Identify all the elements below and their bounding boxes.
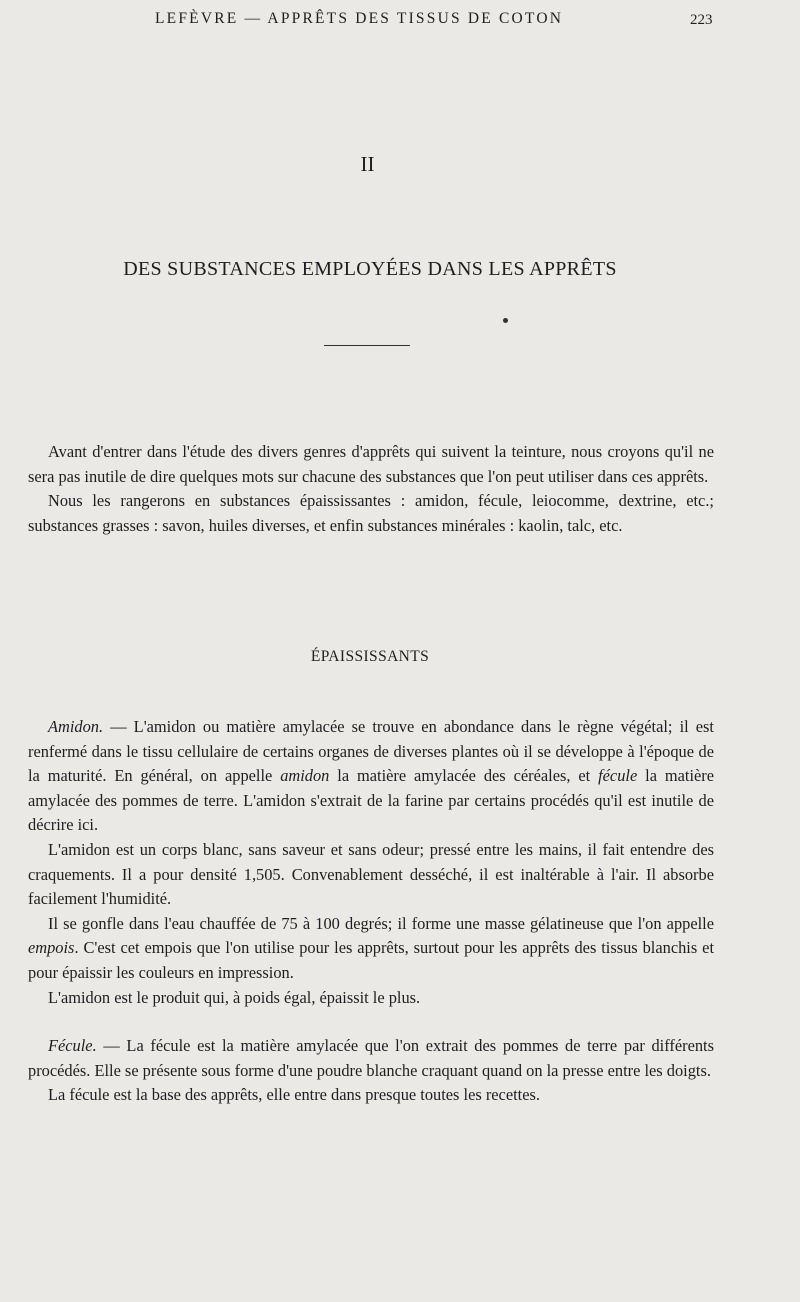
amidon-p3-part-a: Il se gonfle dans l'eau chauffée de 75 à 100 degrés; il forme une masse gélatineuse que l'on appelle: [48, 913, 714, 933]
intro-text: [28, 440, 714, 538]
ornament-dot: [503, 318, 508, 323]
amidon-paragraph-1: [28, 715, 714, 838]
amidon-paragraph-3: [28, 912, 714, 986]
fecule-paragraph-2: La fécule est la base des apprêts, elle entre dans presque toutes les recettes.: [48, 1085, 540, 1105]
amidon-paragraph-4: L'amidon est le produit qui, à poids égal, épaissit le plus.: [48, 987, 421, 1007]
amidon-paragraph-2: L'amidon est un corps blanc, sans saveur et sans odeur; pressé entre les mains, il fait entendre des craquements. Il a pour densité 1,505. Convenablement desséché, il est inaltérable à l'air. Il absorbe facilement l'humidité.: [28, 839, 714, 909]
amidon-p1-part-b: la matière amylacée des céréales, et: [329, 766, 599, 786]
intro-paragraph-2: Nous les rangerons en substances épaississantes : amidon, fécule, leiocomme, dextrine, etc.; substances grasses : savon, huiles diverses, et enfin substances minérales : kaolin, talc, etc.: [28, 491, 714, 535]
amidon-em-fecule: fécule: [598, 766, 638, 786]
running-header: [0, 10, 800, 34]
amidon-p1-part-a: — L'amidon ou matière amylacée se trouve en abondance dans le règne végétal; il est renfermé dans le tissu cellulaire de certains organes de diverses plantes où il se développe à l'époque de la maturité. En général, on appelle: [28, 717, 714, 786]
amidon-text: [28, 715, 714, 1108]
chapter-title: DES SUBSTANCES EMPLOYÉES DANS LES APPRÊTS: [123, 258, 617, 280]
section-heading: ÉPAISSISSANTS: [310, 648, 430, 665]
amidon-term: Amidon.: [48, 717, 104, 736]
page-number: 223: [690, 12, 713, 28]
amidon-p1-part-c: la matière amylacée des pommes de terre. L'amidon s'extrait de la farine par certains procédés qu'il est inutile de décrire ici.: [28, 766, 715, 835]
amidon-em-empois: empois: [28, 938, 75, 958]
amidon-p3-part-b: . C'est cet empois que l'on utilise pour les apprêts, surtout pour les apprêts des tissus blanchis et pour épaissir les couleurs en impression.: [28, 938, 714, 982]
fecule-p1-text: — La fécule est la matière amylacée que l'on extrait des pommes de terre par différents procédés. Elle se présente sous forme d'une poudre blanche craquant quand on la presse entre les doigts.: [28, 1036, 714, 1080]
title-rule: [324, 345, 410, 346]
fecule-term: Fécule.: [48, 1036, 97, 1056]
running-title: LEFÈVRE — APPRÊTS DES TISSUS DE COTON: [155, 10, 564, 27]
amidon-em-amidon: amidon: [280, 766, 330, 786]
intro-paragraph-1: Avant d'entrer dans l'étude des divers genres d'apprêts qui suivent la teinture, nous croyons qu'il ne sera pas inutile de dire quelques mots sur chacune des substances que l'on peut utiliser dans ces apprêts.: [28, 442, 714, 486]
fecule-paragraph-1: [28, 1034, 714, 1083]
paragraph-gap: [28, 1010, 714, 1034]
chapter-number: II: [360, 152, 375, 176]
